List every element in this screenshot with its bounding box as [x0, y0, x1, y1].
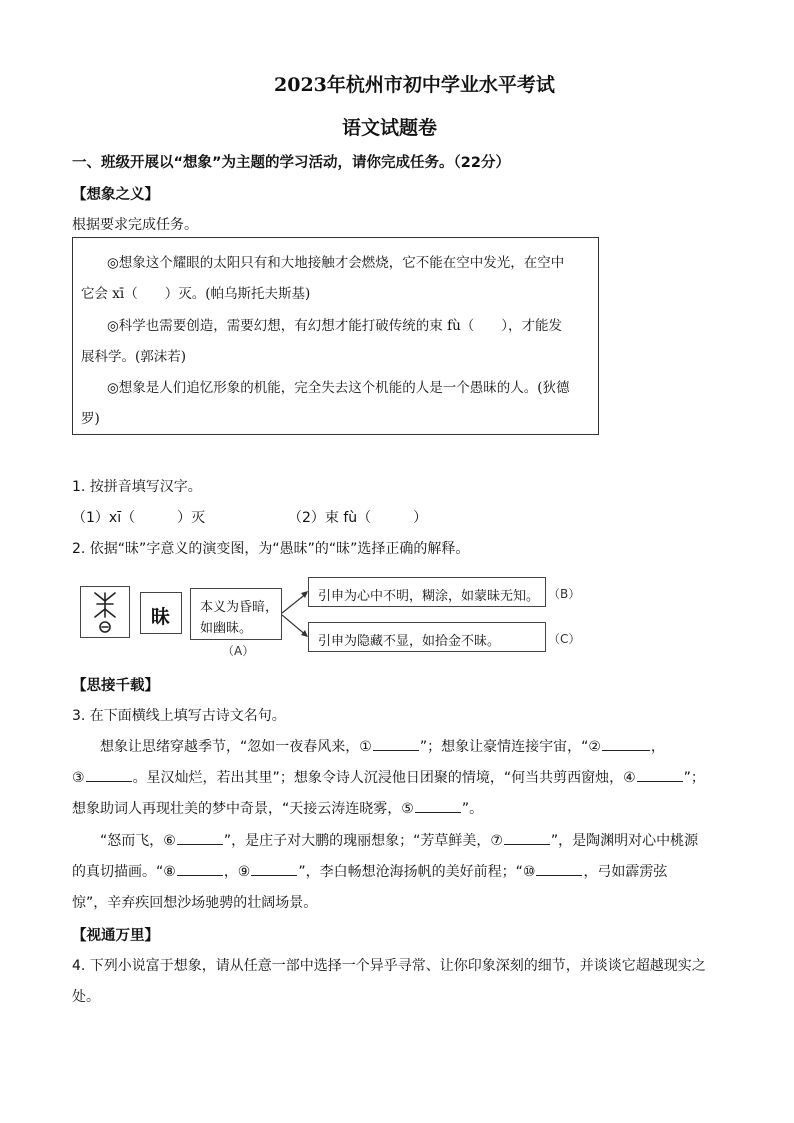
q3-paragraph-2-line-2: 的真切描画。“⑧ ，⑨ ”，李白畅想沧海扬帆的美好前程；“⑩ ，弓如霹雳弦	[72, 861, 667, 881]
question-1-item-b: （2）束 fù（ ）	[288, 510, 428, 526]
exam-title: 2023年杭州市初中学业水平考试	[274, 74, 555, 96]
origin-meaning-line-1: 本义为昏暗，	[200, 600, 279, 615]
extended-meaning-c: 引申为隐藏不显，如拾金不昧。	[318, 634, 501, 649]
instruction-text: 根据要求完成任务。	[72, 217, 198, 233]
blank-5[interactable]	[415, 798, 461, 813]
label-b: （B）	[548, 587, 581, 601]
blank-1[interactable]	[373, 736, 419, 751]
label-a: （A）	[222, 644, 255, 658]
extended-meaning-c-box	[308, 622, 546, 652]
blank-7[interactable]	[504, 830, 550, 845]
quote-1-line-1: ◎想象这个耀眼的太阳只有和大地接触才会燃烧，它不能在空中发光，在空中	[107, 255, 565, 271]
quote-box	[72, 237, 599, 435]
character-mei: 昧	[151, 606, 171, 628]
part-title-vision: 【视通万里】	[72, 928, 159, 944]
origin-meaning-box	[190, 588, 282, 640]
character-box	[140, 592, 182, 634]
extended-meaning-b: 引申为心中不明，糊涂，如蒙昧无知。	[318, 589, 540, 604]
blank-3[interactable]	[86, 767, 132, 782]
quote-1-line-2: 它会 xī（ ）灭。(帕乌斯托夫斯基)	[81, 286, 311, 302]
quote-3-line-1: ◎想象是人们追忆形象的机能，完全失去这个机能的人是一个愚昧的人。(狄德	[107, 380, 570, 396]
question-4-line-1: 4. 下列小说富于想象，请从任意一部中选择一个异乎寻常、让你印象深刻的细节，并谈谈它超越现实之	[72, 958, 706, 974]
blank-10[interactable]	[536, 861, 582, 876]
q3-paragraph-1-line-2: ③ 。星汉灿烂，若出其里”；想象令诗人沉浸他日团聚的情境，“何当共剪西窗烛，④ ”；	[72, 767, 705, 787]
question-1-prompt: 1. 按拼音填写汉字。	[72, 479, 202, 495]
extended-meaning-b-box	[308, 577, 546, 607]
blank-6[interactable]	[177, 830, 223, 845]
quote-3-line-2: 罗)	[81, 411, 100, 427]
blank-2[interactable]	[602, 736, 650, 751]
blank-8[interactable]	[177, 861, 223, 876]
section-heading: 一、班级开展以“想象”为主题的学习活动，请你完成任务。（22分）	[72, 155, 510, 171]
question-4-line-2: 处。	[72, 989, 100, 1005]
q3-paragraph-2-line-3: 惊”，辛弃疾回想沙场驰骋的壮阔场景。	[72, 895, 318, 911]
question-1-item-a: （1）xī（ ）灭	[72, 510, 206, 526]
part-title-meaning: 【想象之义】	[72, 187, 159, 203]
blank-4[interactable]	[637, 767, 683, 782]
label-c: （C）	[548, 632, 581, 646]
part-title-thought: 【思接千载】	[72, 678, 159, 694]
exam-subtitle: 语文试题卷	[342, 117, 438, 139]
origin-meaning-line-2: 如幽昧。	[200, 621, 253, 636]
quote-2-line-1: ◎科学也需要创造，需要幻想，有幻想才能打破传统的束 fù（ ），才能发	[107, 318, 563, 334]
q3-paragraph-2-line-1: “怒而飞，⑥ ”，是庄子对大鹏的瑰丽想象；“芳草鲜美，⑦ ”，是陶渊明对心中桃源	[100, 830, 698, 850]
quote-2-line-2: 展科学。(郭沫若)	[81, 349, 187, 365]
question-3-prompt: 3. 在下面横线上填写古诗文名句。	[72, 708, 286, 724]
q3-paragraph-1-line-3: 想象助词人再现壮美的梦中奇景，“天接云涛连晓雾，⑤ ”。	[72, 798, 483, 818]
blank-9[interactable]	[251, 861, 297, 876]
question-2-prompt: 2. 依据“昧”字意义的演变图，为“愚昧”的“昧”选择正确的解释。	[72, 541, 470, 557]
q3-paragraph-1-line-1: 想象让思绪穿越季节，“忽如一夜春风来，① ”；想象让豪情连接宇宙，“② ，	[100, 736, 665, 756]
ancient-mei-glyph-icon	[81, 587, 129, 637]
ancient-glyph-box	[80, 586, 130, 638]
